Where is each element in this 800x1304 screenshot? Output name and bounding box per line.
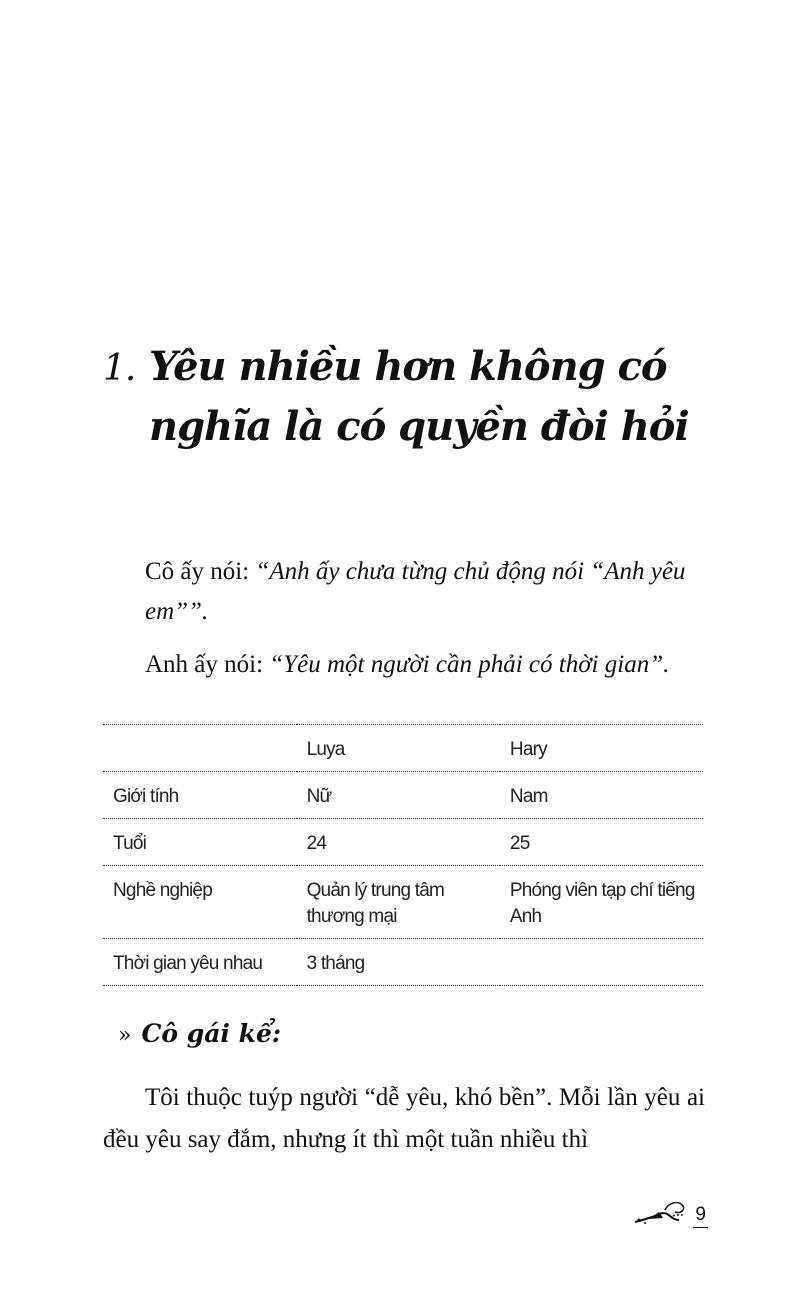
table-header-cell — [103, 725, 297, 772]
table-cell: 3 tháng — [297, 939, 500, 986]
page-footer — [629, 1198, 708, 1228]
table-cell — [500, 939, 703, 986]
chapter-title-text-1: Yêu nhiều hơn không có — [149, 343, 667, 390]
flourish-icon — [629, 1198, 691, 1228]
quote-him-text: “Yêu một người cần phải có thời gian”. — [269, 651, 670, 678]
section-heading-text: Cô gái kể: — [141, 1019, 282, 1048]
chapter-title-line-1 — [103, 338, 723, 398]
quote-him — [145, 645, 725, 685]
quote-him-speaker: Anh ấy nói: — [145, 651, 270, 678]
table-header-row — [103, 725, 703, 772]
chapter-title — [103, 338, 723, 456]
quote-her-text: “Anh ấy chưa từng chủ động nói “Anh yêu em””. — [145, 558, 686, 625]
page-number: 9 — [693, 1204, 708, 1228]
table-cell: Tuổi — [103, 819, 297, 866]
table-row — [103, 866, 703, 939]
quote-her — [145, 552, 725, 632]
chapter-title-line-2: nghĩa là có quyền đòi hỏi — [149, 403, 689, 450]
chapter-number: 1. — [103, 348, 136, 389]
table-cell: Phóng viên tạp chí tiếng Anh — [500, 866, 703, 939]
table-row — [103, 772, 703, 819]
table-cell: Nữ — [297, 772, 500, 819]
table-cell: Quản lý trung tâm thương mại — [297, 866, 500, 939]
table-header-cell: Luya — [297, 725, 500, 772]
body-paragraph: Tôi thuộc tuýp người “dễ yêu, khó bền”. Mỗi lần yêu ai đều yêu say đắm, nhưng ít thì một tuần nhiều thì — [103, 1084, 705, 1153]
section-bullet: » — [118, 1023, 132, 1048]
table-cell: 25 — [500, 819, 703, 866]
table-cell: Giới tính — [103, 772, 297, 819]
profile-table — [103, 724, 703, 986]
table-row — [103, 819, 703, 866]
table-cell: Nam — [500, 772, 703, 819]
table-header-cell: Hary — [500, 725, 703, 772]
quote-her-speaker: Cô ấy nói: — [145, 558, 256, 585]
table-cell: Nghề nghiệp — [103, 866, 297, 939]
table-cell: 24 — [297, 819, 500, 866]
table-row — [103, 939, 703, 986]
table-cell: Thời gian yêu nhau — [103, 939, 297, 986]
section-heading — [118, 1014, 281, 1056]
